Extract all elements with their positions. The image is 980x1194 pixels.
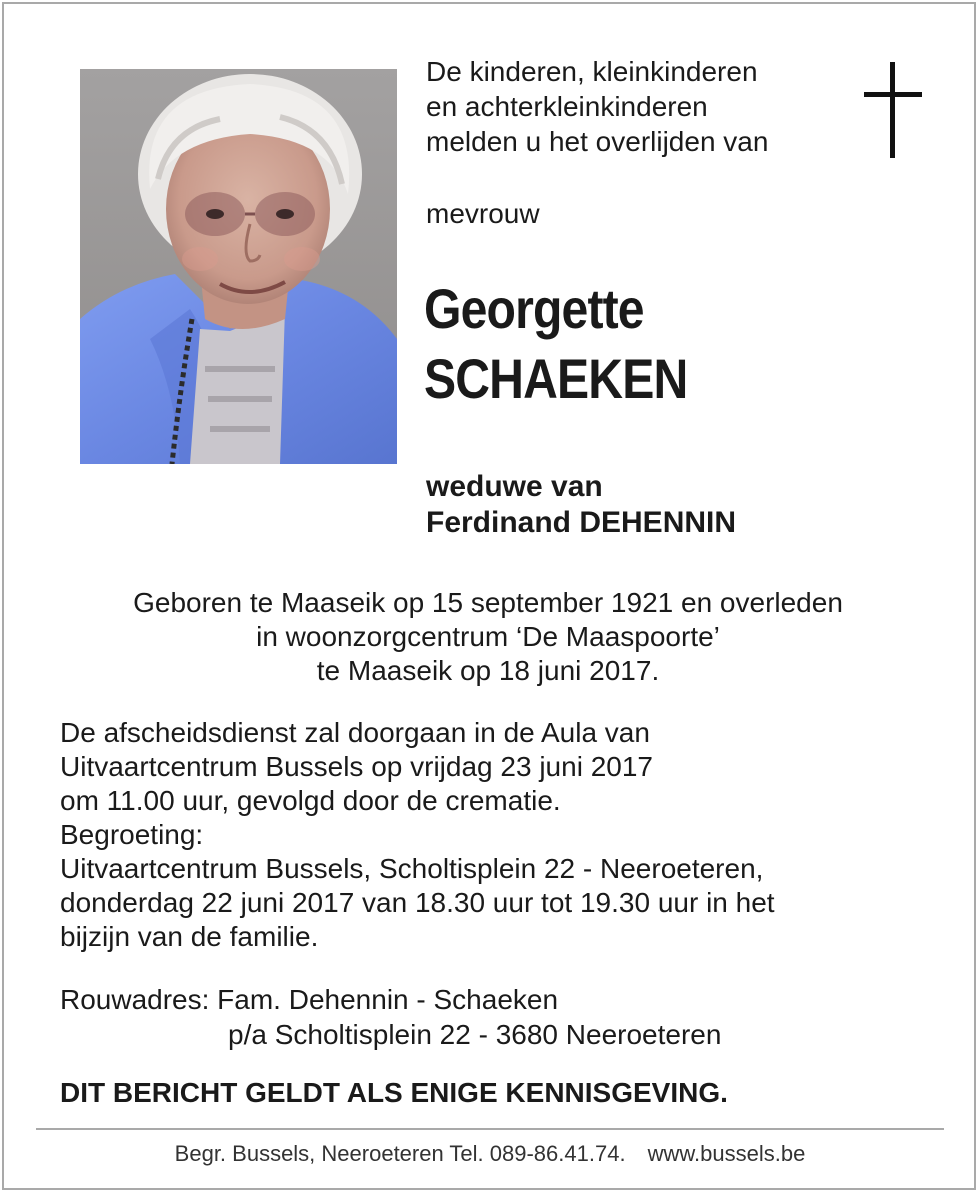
last-name: SCHAEKEN: [424, 347, 688, 410]
service-line: De afscheidsdienst zal doorgaan in de Aula van: [60, 717, 650, 748]
footer: [0, 1139, 980, 1169]
footer-website-link[interactable]: www.bussels.be: [647, 1141, 806, 1166]
footer-contact: Begr. Bussels, Neeroeteren Tel. 089-86.41.74.: [174, 1141, 626, 1166]
address-line: p/a Scholtisplein 22 - 3680 Neeroeteren: [228, 1019, 722, 1050]
divider: [36, 1128, 944, 1130]
service-line: Uitvaartcentrum Bussels, Scholtisplein 22 - Neeroeteren,: [60, 853, 764, 884]
birth-line: te Maaseik op 18 juni 2017.: [316, 655, 660, 686]
birth-line: Geboren te Maaseik op 15 september 1921 en overleden: [133, 587, 843, 618]
first-name: Georgette: [424, 277, 644, 340]
spouse-line: weduwe van: [426, 470, 603, 503]
spouse-name: Ferdinand DEHENNIN: [426, 506, 737, 539]
service-line: Uitvaartcentrum Bussels op vrijdag 23 juni 2017: [60, 751, 653, 782]
intro-line: De kinderen, kleinkinderen: [426, 56, 758, 87]
intro-line: en achterkleinkinderen: [426, 91, 708, 122]
mourning-address: [60, 982, 940, 1052]
latin-cross-icon: [864, 62, 922, 158]
birth-line: in woonzorgcentrum ‘De Maaspoorte’: [256, 621, 720, 652]
service-line: donderdag 22 juni 2017 van 18.30 uur tot 19.30 uur in het: [60, 887, 775, 918]
spouse-info: [426, 469, 736, 541]
honorific: mevrouw: [426, 198, 540, 229]
address-line: Rouwadres: Fam. Dehennin - Schaeken: [60, 984, 559, 1015]
portrait-illustration: [80, 69, 397, 464]
portrait-photo: [80, 69, 397, 464]
birth-death-details: [40, 586, 936, 688]
intro-text: [426, 54, 846, 159]
notice-statement: DIT BERICHT GELDT ALS ENIGE KENNISGEVING.: [60, 1077, 728, 1108]
service-line: Begroeting:: [60, 819, 204, 850]
service-line: bijzijn van de familie.: [60, 921, 319, 952]
deceased-name: [424, 274, 687, 414]
intro-line: melden u het overlijden van: [426, 126, 769, 157]
service-line: om 11.00 uur, gevolgd door de crematie.: [60, 785, 561, 816]
service-details: [60, 716, 940, 954]
